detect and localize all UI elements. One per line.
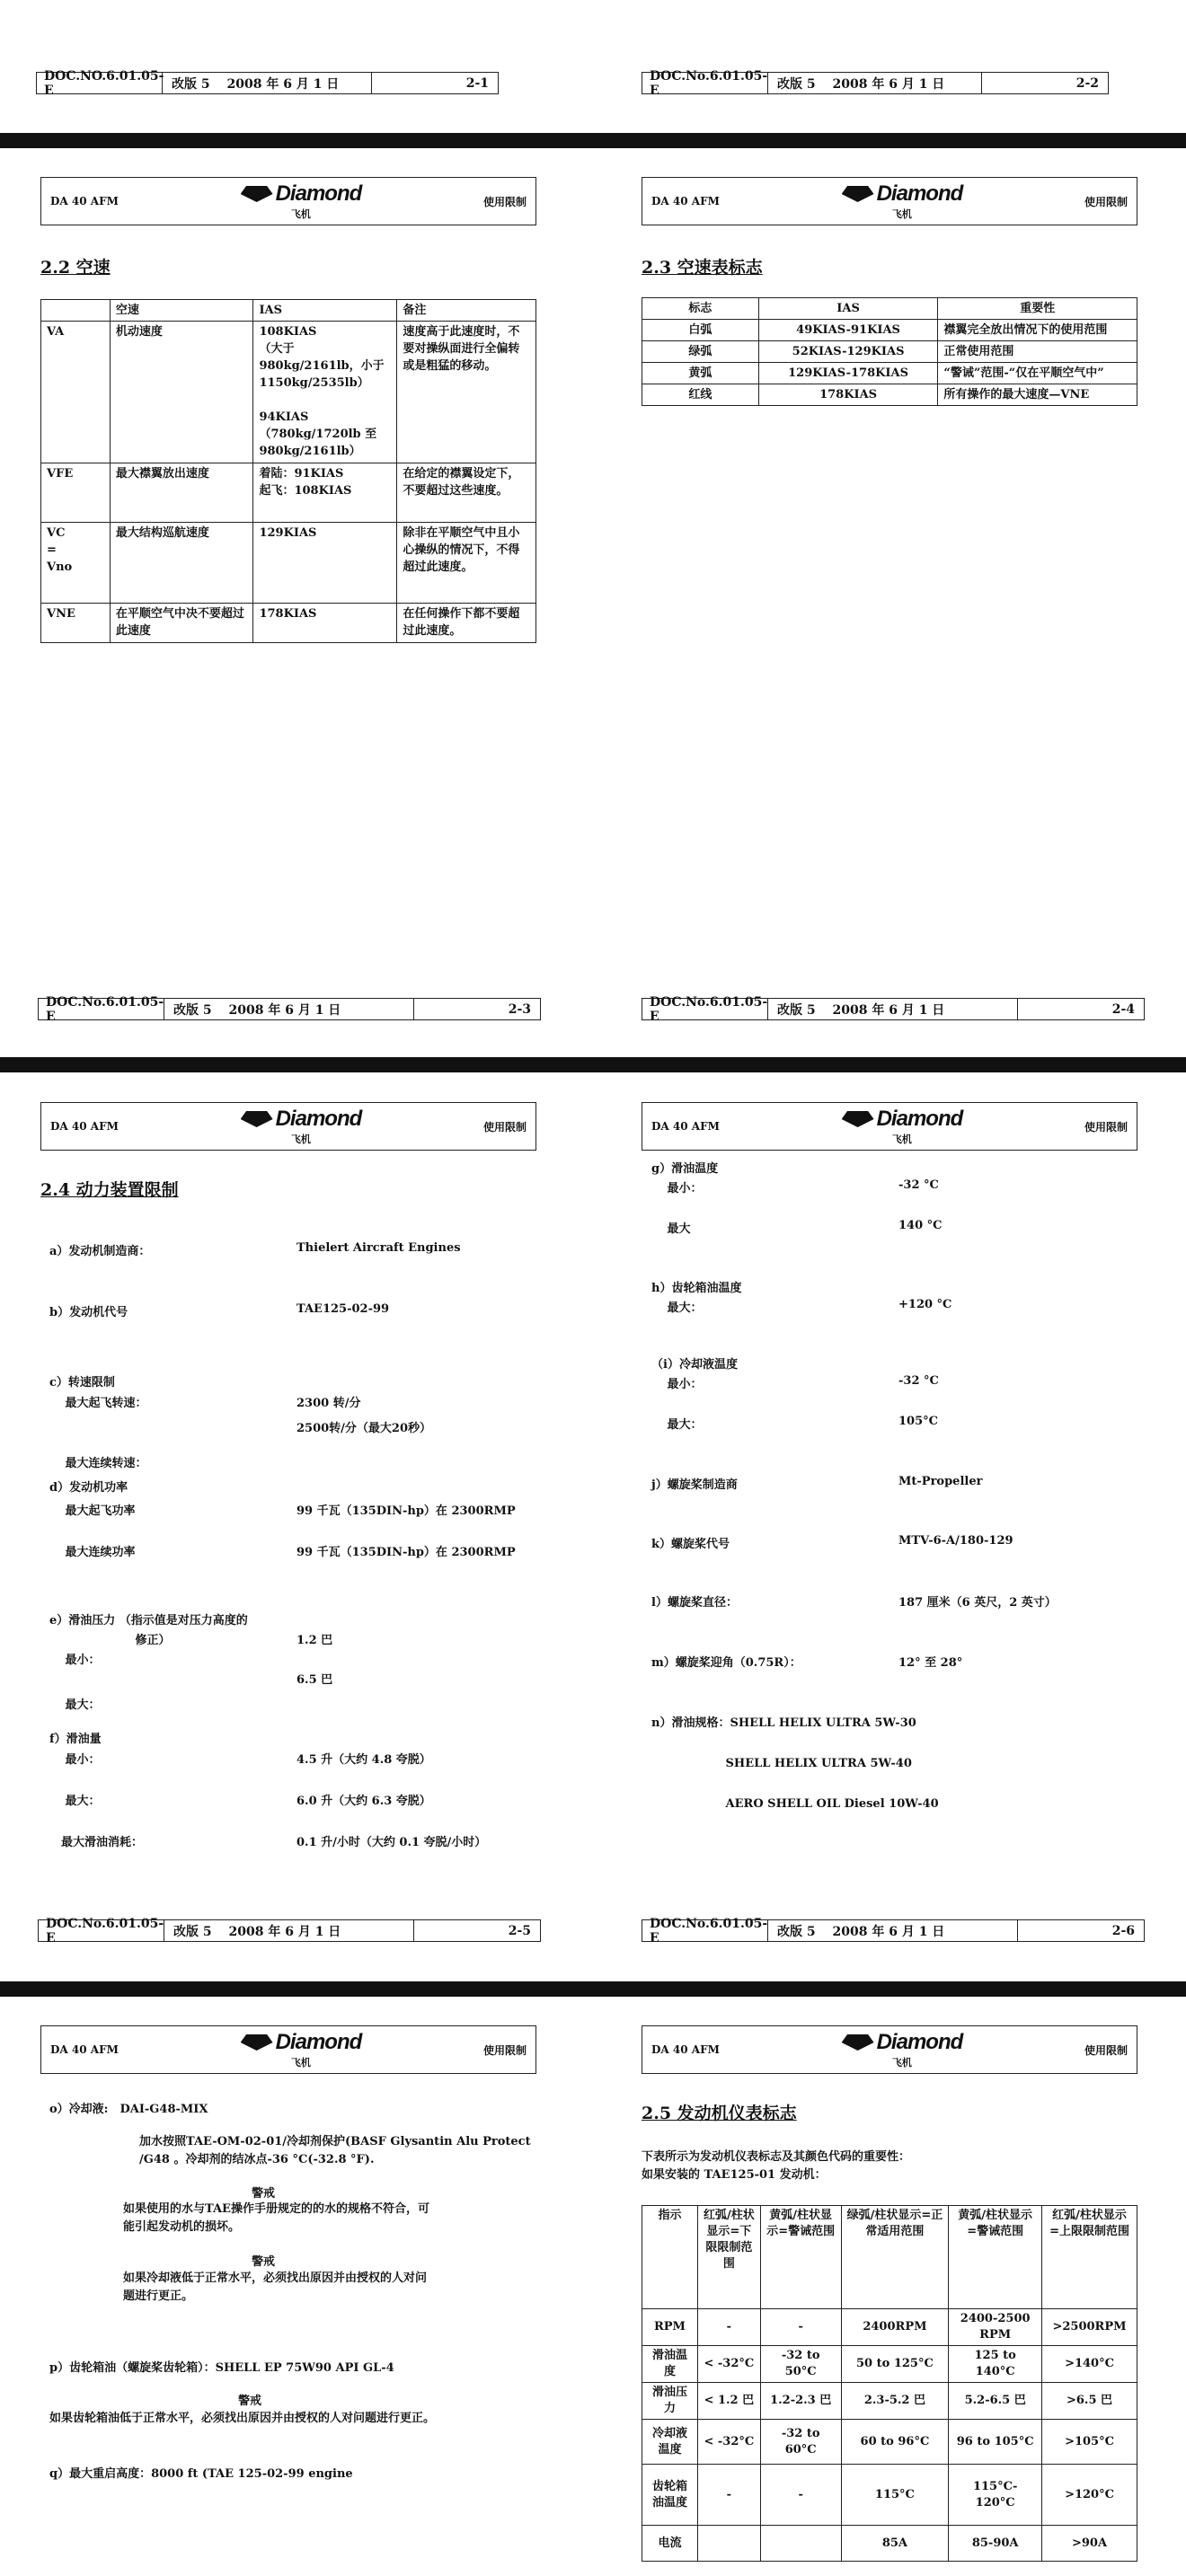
table-header: IAS: [758, 298, 938, 320]
page-footer: [642, 68, 1109, 98]
list-item-value: 2500转/分（最大20秒）: [296, 1422, 432, 1435]
warning-text: 如果齿轮箱油低于正常水平，必须找出原因并由授权的人对问题进行更正。: [49, 2412, 436, 2425]
table-cell: -32 to 50°C: [760, 2346, 841, 2383]
table-cell: 115°C-120°C: [949, 2465, 1042, 2526]
table-cell: 电流: [642, 2526, 698, 2562]
table-cell: -: [760, 2465, 841, 2526]
list-item-label: 最小：: [651, 1378, 703, 1391]
doc-number: DOC.No.6.01.05-E: [39, 999, 164, 1019]
list-item-label: 最小：: [651, 1182, 703, 1195]
diamond-logo: Diamond 飞机: [842, 181, 963, 221]
table-cell: 125 to 140°C: [949, 2346, 1042, 2383]
warning-text: 如果使用的水与TAE操作手册规定的的水的规格不符合，可能引起发动机的损坏。: [123, 2202, 429, 2234]
page-footer: [36, 68, 499, 98]
table-cell: 85-90A: [949, 2526, 1042, 2562]
list-item-label: 最大起飞功率: [49, 1504, 136, 1518]
intro-text: 下表所示为发动机仪表标志及其颜色代码的重要性：: [642, 2150, 911, 2164]
list-item-label: l）螺旋桨直径：: [651, 1596, 738, 1610]
table-header: 绿弧/柱状显示=正常适用范围: [841, 2206, 949, 2309]
list-item-label: 最小：: [49, 1753, 101, 1767]
revision: 改版 5 2008 年 6 月 1 日: [768, 1920, 1018, 1941]
list-item: [49, 1372, 115, 1389]
table-cell: [760, 2526, 841, 2562]
list-item: [651, 1159, 718, 1176]
table-cell: -32 to 60°C: [760, 2420, 841, 2465]
list-item-value: 6.5 巴: [296, 1673, 333, 1687]
list-item: [49, 1832, 487, 1849]
list-item-value: Mt-Propeller: [898, 1475, 983, 1488]
aircraft-model: DA 40 AFM: [50, 195, 119, 207]
table-cell: 178KIAS: [253, 604, 397, 643]
table-cell: 在给定的襟翼设定下，不要超过这些速度。: [397, 463, 536, 523]
list-item-label: 最大：: [651, 1418, 703, 1432]
table-cell: >2500RPM: [1042, 2309, 1137, 2346]
list-item-label: 最大：: [49, 1795, 101, 1808]
airspeed-marking-table: [642, 297, 1137, 406]
list-item-label: 最大连续转速：: [49, 1457, 147, 1470]
list-item: [651, 1753, 912, 1770]
list-item-value: TAE125-02-99: [296, 1302, 390, 1316]
table-cell: 绿弧: [642, 341, 759, 363]
list-item: [49, 1542, 516, 1559]
list-item: [651, 1475, 983, 1492]
list-item-value: 105°C: [898, 1415, 938, 1428]
list-item-value: 6.0 升（大约 6.3 夸脱）: [296, 1795, 431, 1808]
diamond-icon: [241, 186, 273, 202]
table-cell: 50 to 125°C: [841, 2346, 949, 2383]
diamond-icon: [241, 1111, 273, 1127]
page-header: [40, 177, 536, 225]
table-cell: 129KIAS: [253, 523, 397, 604]
list-item-label: e）滑油压力 （指示值是对压力高度的: [49, 1614, 248, 1628]
table-cell: “警诫”范围-“仅在平顺空气中”: [938, 363, 1137, 384]
page-number: 2-1: [465, 75, 489, 91]
revision: 改版 5 2008 年 6 月 1 日: [163, 73, 372, 93]
page-2-5: [0, 1073, 593, 1972]
list-item-label: 修正）: [49, 1634, 171, 1647]
list-item-label: AERO SHELL OIL Diesel 10W-40: [651, 1797, 939, 1811]
table-cell: 最大结构巡航速度: [110, 523, 253, 604]
section-name: 使用限制: [1084, 1120, 1128, 1134]
list-item-value: 99 千瓦（135DIN-hp）在 2300RMP: [296, 1504, 516, 1518]
table-cell: 108KIAS （大于 980kg/2161lb，小于 1150kg/2535lb） 94KIAS （780kg/1720lb 至 980kg/2161lb）: [253, 322, 397, 463]
list-item: [651, 1794, 939, 1811]
page-header: [642, 1102, 1137, 1151]
list-item-label: m）螺旋桨迎角（0.75R）：: [651, 1656, 801, 1670]
table-header: 黄弧/柱状显示=警诫范围: [760, 2206, 841, 2309]
warning-text: 如果冷却液低于正常水平，必须找出原因并由授权的人对问题进行更正。: [123, 2272, 428, 2303]
coolant-text: 加水按照TAE-OM-02-01/冷却剂保护(BASF Glysantin Alu Protect /G48 。冷却剂的结冰点-36 °C(-32.8 °F).: [139, 2135, 531, 2166]
table-cell: < 1.2 巴: [697, 2383, 760, 2420]
page-number: 2-5: [508, 1923, 531, 1938]
table-cell: VC = Vno: [41, 523, 111, 604]
table-cell: 2.3-5.2 巴: [841, 2383, 949, 2420]
warning-title: 警戒: [252, 2255, 276, 2269]
page-2-6: [602, 1073, 1186, 1972]
list-item: [49, 1729, 102, 1746]
list-item-value: MTV-6-A/180-129: [898, 1534, 1013, 1548]
list-item: [49, 1650, 101, 1667]
table-cell: 滑油压力: [642, 2383, 698, 2420]
table-cell: 在平顺空气中决不要超过此速度: [110, 604, 253, 643]
list-item-value: 0.1 升/小时（大约 0.1 夸脱/小时）: [296, 1836, 487, 1849]
section-title: 2.5 发动机仪表标志: [642, 2104, 797, 2123]
table-cell: 正常使用范围: [938, 341, 1137, 363]
table-cell: >140°C: [1042, 2346, 1137, 2383]
table-cell: 85A: [841, 2526, 949, 2562]
list-item-label: （i）冷却液温度: [651, 1358, 738, 1372]
page-2-4: [602, 148, 1186, 1046]
list-item: [49, 1241, 461, 1258]
coolant-label: o）冷却液: DAI-G48-MIX: [49, 2103, 208, 2116]
page-separator: [0, 133, 1186, 148]
list-item-value: 1.2 巴: [296, 1634, 333, 1647]
page-separator: [0, 1981, 1186, 1997]
table-cell: 60 to 96°C: [841, 2420, 949, 2465]
list-item: [49, 1393, 361, 1410]
table-cell: 2400-2500 RPM: [949, 2309, 1042, 2346]
table-cell: 2400RPM: [841, 2309, 949, 2346]
table-cell: >120°C: [1042, 2465, 1137, 2526]
aircraft-model: DA 40 AFM: [651, 1120, 720, 1133]
section-name: 使用限制: [482, 1120, 527, 1134]
list-item-label: n）滑油规格：SHELL HELIX ULTRA 5W-30: [651, 1716, 916, 1730]
diamond-icon: [842, 2034, 874, 2051]
page-footer: [642, 1916, 1145, 1945]
list-item: [651, 1592, 1057, 1610]
revision: 改版 5 2008 年 6 月 1 日: [164, 1920, 414, 1941]
list-item-label: SHELL HELIX ULTRA 5W-40: [651, 1757, 912, 1770]
page-header: [642, 177, 1137, 225]
table-cell: -: [697, 2465, 760, 2526]
page-footer: [38, 1916, 541, 1945]
page-number: 2-4: [1111, 1001, 1135, 1017]
table-cell: < -32°C: [697, 2420, 760, 2465]
gearbox-oil-label: p）齿轮箱油（螺旋桨齿轮箱）：SHELL EP 75W90 API GL-4: [49, 2361, 394, 2375]
diamond-logo: Diamond 飞机: [842, 2030, 963, 2069]
table-cell: RPM: [642, 2309, 698, 2346]
table-cell: 129KIAS-178KIAS: [758, 363, 938, 384]
list-item: [49, 1750, 431, 1767]
page-footer: [38, 994, 541, 1024]
table-header: 黄弧/柱状显示=警诫范围: [949, 2206, 1042, 2309]
list-item-label: 最小：: [49, 1654, 101, 1667]
list-item-label: 最大滑油消耗：: [49, 1836, 144, 1849]
section-name: 使用限制: [1084, 2043, 1128, 2057]
page-number: 2-3: [508, 1001, 531, 1017]
page-2-8: [602, 1998, 1186, 2576]
page-2-7: [0, 1998, 593, 2576]
page-header: [642, 2025, 1137, 2074]
page-number: 2-2: [1075, 75, 1099, 91]
list-item-value: 12° 至 28°: [898, 1656, 963, 1670]
table-cell: 在任何操作下都不要超过此速度。: [397, 604, 536, 643]
list-item: [49, 1630, 333, 1647]
list-item-label: g）滑油温度: [651, 1162, 719, 1176]
diamond-logo: Diamond 飞机: [241, 1107, 362, 1146]
diamond-icon: [241, 2034, 273, 2051]
table-cell: [697, 2526, 760, 2562]
diamond-logo: Diamond 飞机: [241, 181, 362, 221]
warning-title: 警戒: [252, 2187, 276, 2201]
list-item: [651, 1415, 938, 1432]
doc-number: DOC.No.6.01.05-E: [642, 73, 768, 93]
list-item: [49, 1501, 516, 1518]
table-cell: 冷却液温度: [642, 2420, 698, 2465]
list-item: [651, 1278, 741, 1295]
page-separator: [0, 1057, 1186, 1072]
list-item-label: c）转速限制: [49, 1376, 115, 1389]
table-cell: 115°C: [841, 2465, 949, 2526]
table-cell: VA: [41, 322, 111, 463]
list-item-value: 99 千瓦（135DIN-hp）在 2300RMP: [296, 1546, 516, 1559]
table-cell: 5.2-6.5 巴: [949, 2383, 1042, 2420]
table-cell: 最大襟翼放出速度: [110, 463, 253, 523]
list-item-label: j）螺旋桨制造商: [651, 1478, 738, 1492]
section-title: 2.4 动力装置限制: [40, 1180, 179, 1200]
aircraft-model: DA 40 AFM: [50, 1120, 119, 1133]
revision: 改版 5 2008 年 6 月 1 日: [768, 999, 1018, 1019]
list-item-label: b）发动机代号: [49, 1306, 128, 1319]
airspeed-table: [40, 299, 536, 643]
list-item-value: +120 °C: [898, 1298, 952, 1311]
table-cell: 红线: [642, 384, 759, 406]
list-item-value: 4.5 升（大约 4.8 夸脱）: [296, 1753, 431, 1767]
section-name: 使用限制: [482, 2043, 527, 2057]
page-footer: [642, 994, 1145, 1024]
list-item: [651, 1374, 939, 1391]
diamond-icon: [842, 1111, 874, 1127]
table-cell: -: [760, 2309, 841, 2346]
list-item-label: 最大连续功率: [49, 1546, 136, 1559]
page-header: [40, 2025, 536, 2074]
list-item-value: 187 厘米（6 英尺，2 英寸）: [898, 1596, 1057, 1610]
section-title: 2.2 空速: [40, 258, 111, 278]
list-item-label: f）滑油量: [49, 1733, 102, 1746]
table-cell: >90A: [1042, 2526, 1137, 2562]
revision: 改版 5 2008 年 6 月 1 日: [164, 999, 414, 1019]
table-cell: 52KIAS-129KIAS: [758, 341, 938, 363]
page-2-3: [0, 148, 593, 1046]
restart-altitude-label: q）最大重启高度：8000 ft (TAE 125-02-99 engine: [49, 2467, 353, 2481]
table-cell: -: [697, 2309, 760, 2346]
page-number: 2-6: [1111, 1923, 1135, 1938]
warning-title: 警戒: [238, 2395, 262, 2408]
table-header: [41, 300, 111, 322]
table-header: 红弧/柱状显示=下限限制范围: [697, 2206, 760, 2309]
table-header: 备注: [397, 300, 536, 322]
table-cell: 襟翼完全放出情况下的使用范围: [938, 320, 1137, 341]
list-item: [651, 1713, 916, 1730]
list-item: [49, 1453, 147, 1470]
table-cell: 除非在平顺空气中且小心操纵的情况下，不得超过此速度。: [397, 523, 536, 604]
revision: 改版 5 2008 年 6 月 1 日: [768, 73, 982, 93]
list-item: [651, 1178, 939, 1195]
table-cell: VNE: [41, 604, 111, 643]
page-2-1: [0, 0, 593, 126]
list-item-value: Thielert Aircraft Engines: [296, 1241, 461, 1255]
table-cell: >6.5 巴: [1042, 2383, 1137, 2420]
table-cell: VFE: [41, 463, 111, 523]
table-cell: 着陆：91KIAS 起飞：108KIAS: [253, 463, 397, 523]
table-cell: 178KIAS: [758, 384, 938, 406]
list-item-value: -32 °C: [898, 1374, 939, 1388]
engine-instrument-table: [642, 2205, 1137, 2562]
aircraft-model: DA 40 AFM: [651, 195, 720, 207]
section-name: 使用限制: [482, 195, 527, 208]
table-cell: < -32°C: [697, 2346, 760, 2383]
table-header: 红弧/柱状显示=上限限制范围: [1042, 2206, 1137, 2309]
list-item-value: 140 °C: [898, 1219, 943, 1232]
list-item-label: 最大起飞转速：: [49, 1397, 147, 1410]
aircraft-model: DA 40 AFM: [651, 2043, 720, 2056]
table-cell: 所有操作的最大速度—VNE: [938, 384, 1137, 406]
table-header: 指示: [642, 2206, 698, 2309]
list-item-label: d）发动机功率: [49, 1481, 128, 1495]
list-item-label: 最大: [651, 1222, 691, 1236]
table-cell: 49KIAS-91KIAS: [758, 320, 938, 341]
table-cell: 96 to 105°C: [949, 2420, 1042, 2465]
list-item-value: 2300 转/分: [296, 1397, 361, 1410]
list-item: [651, 1534, 1013, 1551]
list-item: [651, 1219, 943, 1236]
list-item-label: 最大：: [651, 1301, 703, 1315]
diamond-logo: Diamond 飞机: [241, 2030, 362, 2069]
list-item: [49, 1791, 431, 1808]
list-item-label: h）齿轮箱油温度: [651, 1282, 742, 1295]
list-item: [651, 1298, 952, 1315]
doc-number: DOC.No.6.01.05-E: [642, 999, 768, 1019]
table-cell: 1.2-2.3 巴: [760, 2383, 841, 2420]
diamond-icon: [842, 186, 874, 202]
section-title: 2.3 空速表标志: [642, 258, 763, 278]
table-cell: >105°C: [1042, 2420, 1137, 2465]
doc-number: DOC.NO.6.01.05-E: [37, 73, 163, 93]
page-header: [40, 1102, 536, 1151]
list-item: [49, 1302, 390, 1319]
list-item-label: a）发动机制造商：: [49, 1245, 151, 1258]
list-item: [651, 1354, 738, 1372]
list-item: [651, 1653, 963, 1670]
aircraft-model: DA 40 AFM: [50, 2043, 119, 2056]
page-2-2: [602, 0, 1186, 126]
list-item: [49, 1695, 101, 1712]
list-item-label: k）螺旋桨代号: [651, 1538, 730, 1551]
doc-number: DOC.No.6.01.05-E: [642, 1920, 768, 1941]
table-cell: 白弧: [642, 320, 759, 341]
list-item-label: 最大：: [49, 1698, 101, 1712]
table-header: 空速: [110, 300, 253, 322]
list-item-value: -32 °C: [898, 1178, 939, 1192]
intro-text: 如果安装的 TAE125-01 发动机：: [642, 2168, 827, 2182]
table-header: IAS: [253, 300, 397, 322]
list-item: [49, 1478, 128, 1495]
doc-number: DOC.No.6.01.05-E: [39, 1920, 164, 1941]
table-header: 重要性: [938, 298, 1137, 320]
table-cell: 黄弧: [642, 363, 759, 384]
section-name: 使用限制: [1084, 195, 1128, 208]
diamond-logo: Diamond 飞机: [842, 1107, 963, 1146]
table-cell: 齿轮箱油温度: [642, 2465, 698, 2526]
table-cell: 机动速度: [110, 322, 253, 463]
list-item: [49, 1610, 248, 1628]
table-cell: 滑油温度: [642, 2346, 698, 2383]
table-header: 标志: [642, 298, 759, 320]
table-cell: 速度高于此速度时，不要对操纵面进行全偏转或是粗猛的移动。: [397, 322, 536, 463]
